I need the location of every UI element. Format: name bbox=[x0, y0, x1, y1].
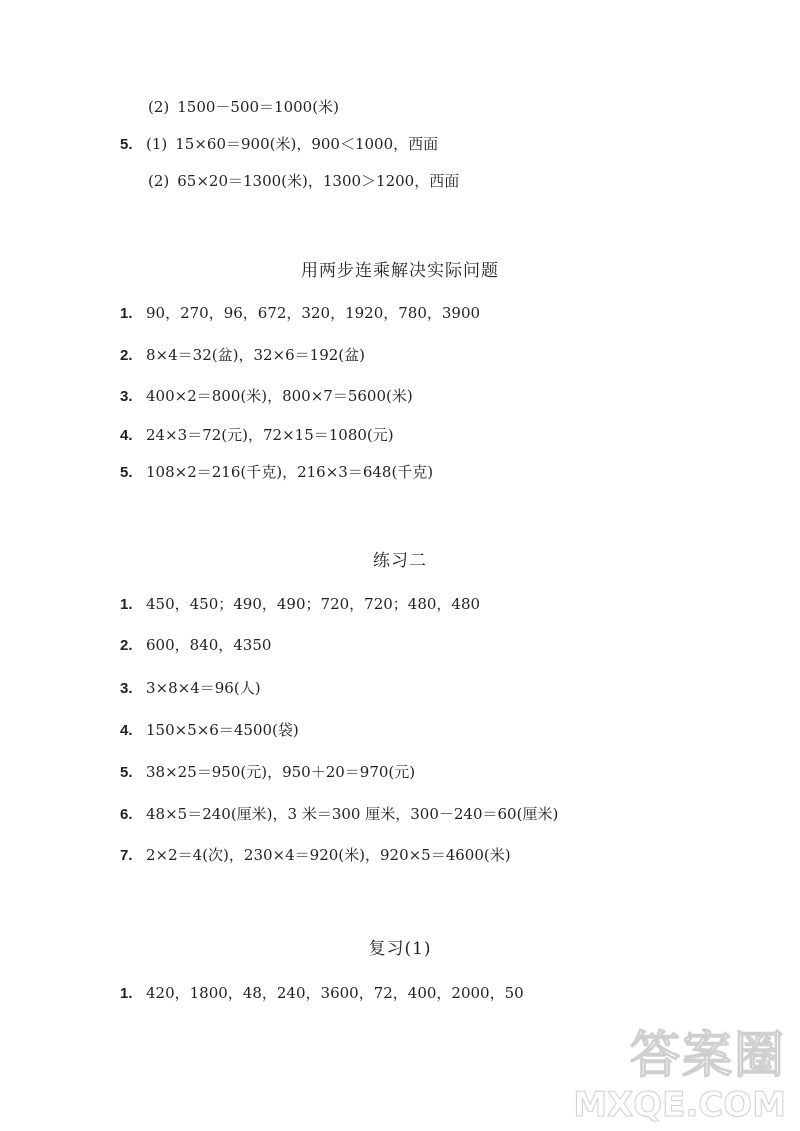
answer-text: 108×2＝216(千克)，216×3＝648(千克) bbox=[146, 463, 434, 481]
answer-line bbox=[120, 344, 365, 367]
sub-label: (2) bbox=[148, 98, 170, 116]
section-title: 复习(1) bbox=[368, 939, 432, 959]
answer-text: 400×2＝800(米)，800×7＝5600(米) bbox=[146, 387, 413, 405]
answer-line bbox=[120, 761, 415, 784]
answer-line bbox=[148, 96, 339, 118]
answer-text: 420，1800，48，240，3600，72，400，2000，50 bbox=[146, 984, 524, 1002]
item-number: 4. bbox=[120, 427, 133, 444]
sub-label: (1) bbox=[146, 135, 168, 153]
answer-line bbox=[120, 634, 271, 657]
answer-line bbox=[120, 982, 524, 1005]
section-title: 用两步连乘解决实际问题 bbox=[301, 261, 499, 281]
item-number: 3. bbox=[120, 388, 133, 405]
item-number: 1. bbox=[120, 305, 133, 322]
answer-text: 600，840，4350 bbox=[146, 636, 272, 654]
answer-text: 38×25＝950(元)，950＋20＝970(元) bbox=[146, 763, 416, 781]
answer-text: 150×5×6＝4500(袋) bbox=[146, 721, 299, 739]
item-number: 5. bbox=[120, 764, 133, 781]
item-number: 1. bbox=[120, 985, 133, 1002]
sub-label: (2) bbox=[148, 172, 170, 190]
answer-text: 2×2＝4(次)，230×4＝920(米)，920×5＝4600(米) bbox=[146, 846, 511, 864]
answer-text: 48×5＝240(厘米)，3 米＝300 厘米，300－240＝60(厘米) bbox=[146, 805, 559, 823]
answer-text: 65×20＝1300(米)，1300＞1200，西面 bbox=[177, 172, 460, 190]
answer-line bbox=[120, 803, 558, 826]
answer-text: 90，270，96，672，320，1920，780，3900 bbox=[146, 304, 481, 322]
answer-text: 1500－500＝1000(米) bbox=[177, 98, 339, 116]
answer-line bbox=[120, 844, 511, 867]
answer-text: 450，450；490，490；720，720；480，480 bbox=[146, 595, 481, 613]
answer-line bbox=[120, 424, 394, 447]
answer-line bbox=[120, 133, 438, 156]
answer-line bbox=[120, 593, 480, 616]
answer-line bbox=[120, 302, 480, 325]
item-number: 5. bbox=[120, 136, 133, 153]
answer-text: 24×3＝72(元)，72×15＝1080(元) bbox=[146, 426, 394, 444]
item-number: 1. bbox=[120, 596, 133, 613]
answer-line bbox=[148, 170, 459, 192]
section-title: 练习二 bbox=[373, 551, 427, 571]
item-number: 6. bbox=[120, 806, 133, 823]
answer-line bbox=[120, 385, 413, 408]
watermark-en: MXQE.COM bbox=[573, 1085, 786, 1125]
answer-line bbox=[120, 461, 433, 484]
item-number: 3. bbox=[120, 680, 133, 697]
watermark-logo bbox=[573, 1015, 786, 1125]
item-number: 7. bbox=[120, 847, 133, 864]
watermark-cn: 答案圈 bbox=[630, 1026, 786, 1084]
item-number: 2. bbox=[120, 347, 133, 364]
answer-text: 8×4＝32(盆)，32×6＝192(盆) bbox=[146, 346, 365, 364]
item-number: 5. bbox=[120, 464, 133, 481]
item-number: 4. bbox=[120, 722, 133, 739]
answer-text: 3×8×4＝96(人) bbox=[146, 679, 261, 697]
answer-line bbox=[120, 719, 299, 742]
answer-text: 15×60＝900(米)，900＜1000，西面 bbox=[175, 135, 439, 153]
answer-line bbox=[120, 677, 261, 700]
item-number: 2. bbox=[120, 637, 133, 654]
